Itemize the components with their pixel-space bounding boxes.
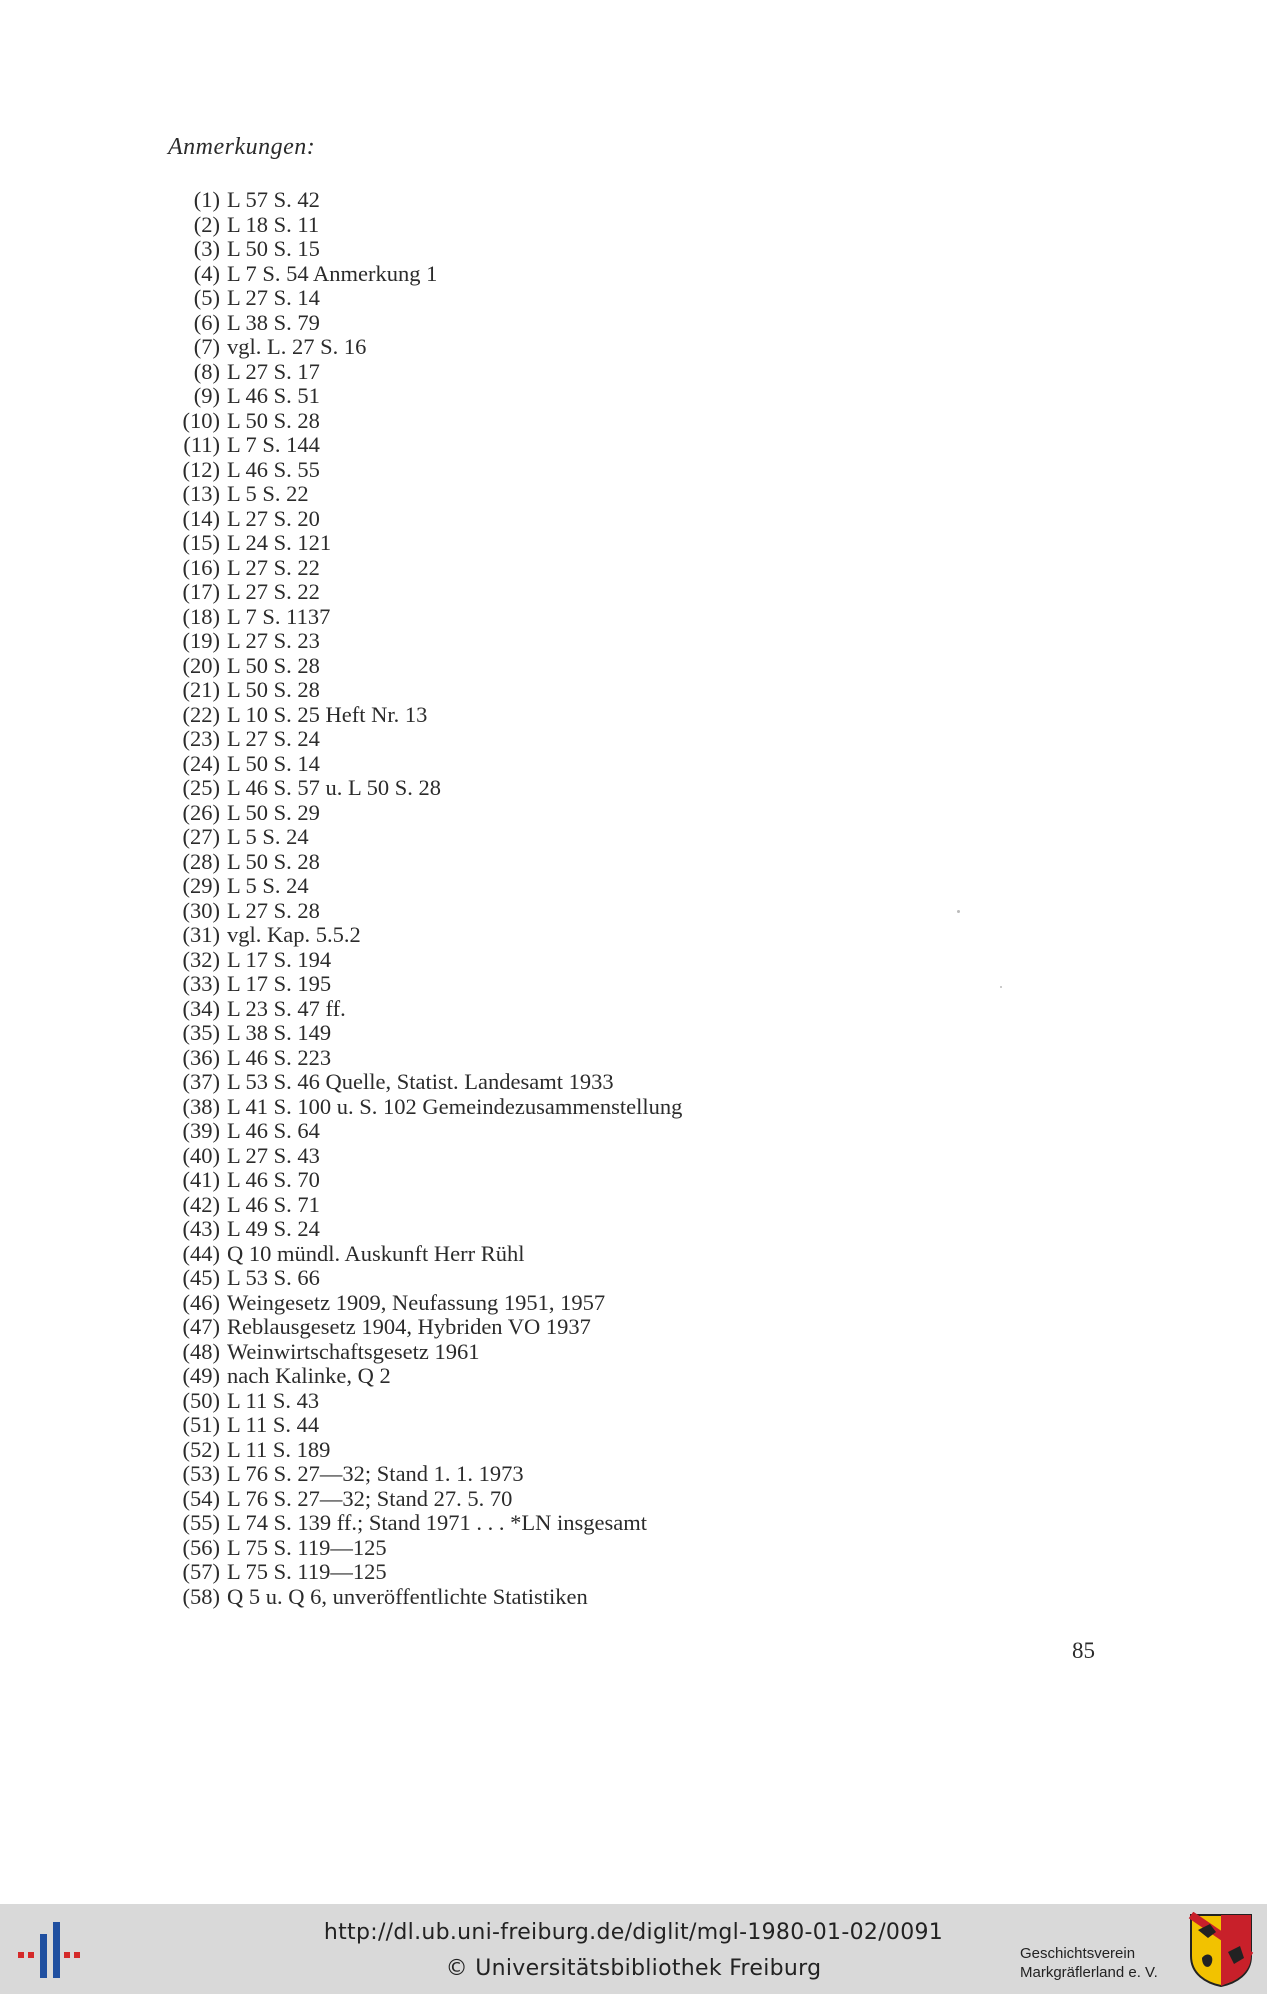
note-item — [160, 1536, 860, 1561]
note-number: (1) — [193, 187, 220, 212]
page-number: 85 — [1072, 1638, 1095, 1663]
note-item — [160, 1168, 860, 1193]
note-number: (58) — [182, 1583, 220, 1609]
note-number: (42) — [182, 1191, 220, 1217]
note-number: (29) — [182, 873, 220, 898]
note-item — [160, 531, 860, 556]
note-text: vgl. L. 27 S. 16 — [227, 334, 367, 359]
note-text: L 5 S. 24 — [227, 873, 309, 898]
note-item — [160, 1119, 860, 1144]
note-text: L 17 S. 195 — [227, 971, 332, 996]
note-item — [160, 972, 860, 997]
note-item — [160, 311, 860, 336]
society-name-line1: Geschichtsverein — [1020, 1945, 1136, 1962]
note-text: L 27 S. 43 — [227, 1142, 320, 1168]
note-item — [160, 948, 860, 973]
note-number: (35) — [182, 1020, 220, 1045]
note-item — [160, 678, 860, 703]
note-number: (37) — [182, 1069, 220, 1094]
note-number: (9) — [193, 383, 220, 408]
note-number: (11) — [183, 432, 220, 457]
note-item — [160, 1266, 860, 1291]
note-item — [160, 433, 860, 458]
note-number: (33) — [182, 971, 220, 996]
note-number: (38) — [182, 1093, 220, 1119]
note-text: L 5 S. 24 — [227, 824, 309, 849]
note-number: (3) — [193, 236, 220, 261]
note-item — [160, 727, 860, 752]
note-item — [160, 409, 860, 434]
note-number: (46) — [182, 1289, 220, 1315]
note-item — [160, 262, 860, 287]
note-text: L 27 S. 20 — [227, 505, 320, 531]
note-item — [160, 1585, 860, 1610]
note-text: L 50 S. 28 — [227, 652, 320, 678]
note-number: (40) — [182, 1142, 220, 1168]
note-item — [160, 482, 860, 507]
note-item — [160, 605, 860, 630]
note-number: (32) — [182, 946, 220, 972]
note-number: (57) — [182, 1559, 220, 1584]
note-text: Reblausgesetz 1904, Hybriden VO 1937 — [227, 1314, 591, 1339]
note-item — [160, 1315, 860, 1340]
note-item — [160, 580, 860, 605]
note-text: L 50 S. 28 — [227, 848, 320, 874]
note-text: L 74 S. 139 ff.; Stand 1971 . . . *LN insgesamt — [227, 1510, 647, 1535]
note-number: (56) — [182, 1534, 220, 1560]
note-number: (55) — [182, 1510, 220, 1535]
note-number: (53) — [182, 1461, 220, 1486]
note-number: (48) — [182, 1338, 220, 1364]
note-item — [160, 752, 860, 777]
note-text: L 27 S. 24 — [227, 726, 320, 751]
note-text: Weinwirtschaftsgesetz 1961 — [227, 1338, 480, 1364]
note-number: (23) — [182, 726, 220, 751]
note-text: L 11 S. 43 — [227, 1387, 320, 1413]
note-item — [160, 1095, 860, 1120]
note-number: (39) — [182, 1118, 220, 1143]
note-text: L 46 S. 64 — [227, 1118, 320, 1143]
note-number: (27) — [182, 824, 220, 849]
note-number: (21) — [182, 677, 220, 702]
note-text: L 24 S. 121 — [227, 530, 332, 555]
note-text: L 27 S. 23 — [227, 628, 320, 653]
note-text: L 38 S. 149 — [227, 1020, 332, 1045]
note-item — [160, 1413, 860, 1438]
note-item — [160, 556, 860, 581]
note-number: (18) — [182, 603, 220, 629]
note-text: L 38 S. 79 — [227, 309, 320, 335]
note-number: (54) — [182, 1485, 220, 1511]
note-text: L 46 S. 223 — [227, 1044, 332, 1070]
note-item — [160, 384, 860, 409]
note-number: (8) — [193, 358, 220, 384]
note-text: L 17 S. 194 — [227, 946, 332, 972]
note-text: L 27 S. 17 — [227, 358, 320, 384]
note-number: (50) — [182, 1387, 220, 1413]
note-text: L 50 S. 14 — [227, 750, 320, 776]
scan-speck — [1000, 986, 1002, 988]
note-item — [160, 997, 860, 1022]
note-number: (30) — [182, 897, 220, 923]
society-name-line2: Markgräflerland e. V. — [1020, 1964, 1158, 1981]
note-text: L 75 S. 119—125 — [227, 1559, 387, 1584]
note-item — [160, 899, 860, 924]
note-text: L 27 S. 14 — [227, 285, 320, 310]
note-text: L 57 S. 42 — [227, 187, 320, 212]
note-text: L 76 S. 27—32; Stand 1. 1. 1973 — [227, 1461, 524, 1486]
note-text: L 46 S. 57 u. L 50 S. 28 — [227, 775, 441, 800]
note-item — [160, 923, 860, 948]
note-text: L 7 S. 144 — [227, 432, 320, 457]
note-text: L 76 S. 27—32; Stand 27. 5. 70 — [227, 1485, 513, 1511]
note-item — [160, 335, 860, 360]
note-number: (19) — [182, 628, 220, 653]
note-number: (31) — [182, 922, 220, 947]
note-item — [160, 654, 860, 679]
note-item — [160, 1511, 860, 1536]
note-text: L 75 S. 119—125 — [227, 1534, 387, 1560]
note-item — [160, 825, 860, 850]
note-item — [160, 850, 860, 875]
note-text: vgl. Kap. 5.5.2 — [227, 922, 361, 947]
note-number: (51) — [182, 1412, 220, 1437]
notes-list — [160, 188, 860, 1609]
note-item — [160, 801, 860, 826]
note-text: L 49 S. 24 — [227, 1216, 320, 1241]
note-text: Q 10 mündl. Auskunft Herr Rühl — [227, 1240, 525, 1266]
note-number: (14) — [182, 505, 220, 531]
note-item — [160, 1046, 860, 1071]
note-number: (52) — [182, 1436, 220, 1462]
note-text: L 53 S. 66 — [227, 1265, 320, 1290]
note-text: L 46 S. 55 — [227, 456, 320, 482]
note-number: (4) — [193, 260, 220, 286]
note-text: L 18 S. 11 — [227, 211, 320, 237]
note-text: L 46 S. 71 — [227, 1191, 320, 1217]
note-number: (12) — [182, 456, 220, 482]
note-item — [160, 1438, 860, 1463]
note-text: L 23 S. 47 ff. — [227, 995, 346, 1021]
note-number: (43) — [182, 1216, 220, 1241]
permalink-url[interactable]: http://dl.ub.uni-freiburg.de/diglit/mgl-1980-01-02/0091 — [323, 1920, 944, 1945]
note-item — [160, 237, 860, 262]
coat-of-arms-icon — [1188, 1912, 1254, 1988]
note-item — [160, 1291, 860, 1316]
scan-speck — [957, 910, 960, 913]
footer-bar — [0, 1904, 1267, 1994]
note-number: (5) — [193, 285, 220, 310]
note-text: L 41 S. 100 u. S. 102 Gemeindezusammenstellung — [227, 1093, 683, 1119]
note-number: (36) — [182, 1044, 220, 1070]
note-number: (44) — [182, 1240, 220, 1266]
note-number: (17) — [182, 579, 220, 604]
note-text: L 50 S. 28 — [227, 677, 320, 702]
note-text: L 10 S. 25 Heft Nr. 13 — [227, 701, 428, 727]
note-text: L 46 S. 70 — [227, 1167, 320, 1192]
note-text: L 11 S. 44 — [227, 1412, 320, 1437]
note-number: (2) — [193, 211, 220, 237]
note-item — [160, 360, 860, 385]
note-number: (24) — [182, 750, 220, 776]
note-item — [160, 188, 860, 213]
note-item — [160, 1021, 860, 1046]
note-text: L 50 S. 28 — [227, 407, 320, 433]
note-text: Q 5 u. Q 6, unveröffentlichte Statistiken — [227, 1583, 588, 1609]
note-item — [160, 1070, 860, 1095]
note-item — [160, 286, 860, 311]
note-number: (6) — [193, 309, 220, 335]
note-item — [160, 1144, 860, 1169]
note-item — [160, 1340, 860, 1365]
note-number: (26) — [182, 799, 220, 825]
note-item — [160, 213, 860, 238]
note-number: (49) — [182, 1363, 220, 1388]
note-number: (25) — [182, 775, 220, 800]
notes-heading: Anmerkungen: — [168, 134, 316, 160]
note-text: L 27 S. 22 — [227, 579, 320, 604]
note-number: (34) — [182, 995, 220, 1021]
note-text: L 7 S. 54 Anmerkung 1 — [227, 260, 438, 286]
copyright-text: © Universitätsbibliothek Freiburg — [445, 1956, 822, 1981]
note-number: (22) — [182, 701, 220, 727]
note-item — [160, 776, 860, 801]
note-item — [160, 629, 860, 654]
note-number: (20) — [182, 652, 220, 678]
note-item — [160, 1217, 860, 1242]
note-item — [160, 1242, 860, 1267]
note-text: L 27 S. 28 — [227, 897, 320, 923]
note-item — [160, 874, 860, 899]
note-item — [160, 1364, 860, 1389]
note-number: (16) — [182, 554, 220, 580]
note-item — [160, 507, 860, 532]
note-number: (28) — [182, 848, 220, 874]
note-text: L 50 S. 29 — [227, 799, 320, 825]
note-item — [160, 1193, 860, 1218]
note-item — [160, 1462, 860, 1487]
note-text: Weingesetz 1909, Neufassung 1951, 1957 — [227, 1289, 606, 1315]
note-text: L 46 S. 51 — [227, 383, 320, 408]
note-number: (15) — [182, 530, 220, 555]
note-number: (10) — [182, 407, 220, 433]
note-item — [160, 1487, 860, 1512]
note-item — [160, 1389, 860, 1414]
note-text: L 11 S. 189 — [227, 1436, 331, 1462]
note-number: (7) — [193, 334, 220, 359]
note-number: (41) — [182, 1167, 220, 1192]
note-text: L 53 S. 46 Quelle, Statist. Landesamt 1933 — [227, 1069, 614, 1094]
note-item — [160, 1560, 860, 1585]
note-text: L 5 S. 22 — [227, 481, 309, 506]
note-number: (47) — [182, 1314, 220, 1339]
note-number: (45) — [182, 1265, 220, 1290]
note-text: L 50 S. 15 — [227, 236, 320, 261]
note-item — [160, 458, 860, 483]
note-text: nach Kalinke, Q 2 — [227, 1363, 391, 1388]
note-text: L 7 S. 1137 — [227, 603, 331, 629]
society-name — [1020, 1944, 1185, 1982]
note-number: (13) — [182, 481, 220, 506]
note-item — [160, 703, 860, 728]
note-text: L 27 S. 22 — [227, 554, 320, 580]
